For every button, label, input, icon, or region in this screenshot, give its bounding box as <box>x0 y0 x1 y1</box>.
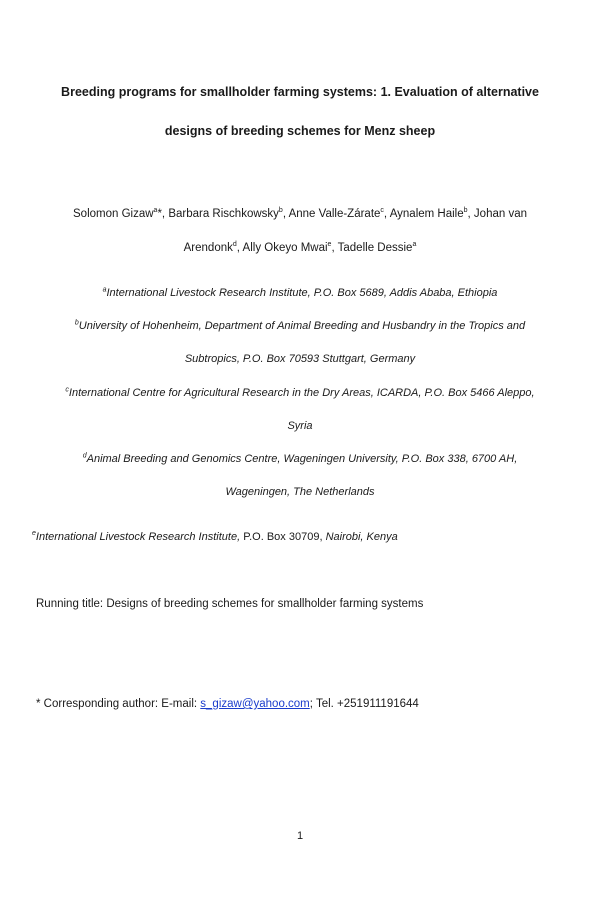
author-list-line-2: Arendonk$^d$, Ally Okeyo Mwai$^e$, Tadelle Dessie$^a$ <box>183 241 417 254</box>
author-affil-sup: b <box>278 207 283 215</box>
affiliation-b-line-2: Subtropics, P.O. Box 70593 Stuttgart, Germany <box>184 353 416 365</box>
affiliation-c-line-2: Syria <box>287 420 313 432</box>
author-name: Arendonk <box>183 242 233 254</box>
email-link[interactable]: s_gizaw@yahoo.com <box>200 698 310 710</box>
affiliation-d-line-1: $^d$Animal Breeding and Genomics Centre, Wageningen University, P.O. Box 338, 6700 AH, <box>82 452 518 465</box>
author-affil-sup: b <box>463 207 468 215</box>
author-affil-sup: c <box>380 207 384 215</box>
author-affil-sup: e <box>327 241 332 249</box>
author-name: Solomon Gizaw <box>73 208 154 220</box>
author-name: Anne Valle-Zárate <box>288 208 381 220</box>
paper-title-line-1: Breeding programs for smallholder farming systems: 1. Evaluation of alternative <box>61 85 539 99</box>
affiliation-d-line-2: Wageningen, The Netherlands <box>225 486 375 498</box>
author-name: Barbara Rischkowsky <box>168 208 279 220</box>
paper-title-line-2: designs of breeding schemes for Menz sheep <box>164 124 436 138</box>
author-affil-sup: a <box>153 207 158 215</box>
running-title: Running title: Designs of breeding schemes for smallholder farming systems <box>36 598 424 610</box>
author-name: Ally Okeyo Mwai <box>242 242 328 254</box>
corresponding-author: * Corresponding author: E-mail: s_gizaw@yahoo.com; Tel. +251911191644 <box>36 698 419 710</box>
affiliation-a: $^a$International Livestock Research Institute, P.O. Box 5689, Addis Ababa, Ethiopia <box>102 286 498 299</box>
affiliation-b-line-1: $^b$University of Hohenheim, Department of Animal Breeding and Husbandry in the Tropics and <box>74 319 526 332</box>
page-number: 1 <box>296 830 304 842</box>
author-affil-sup: d <box>232 241 237 249</box>
affiliation-e: $^e$International Livestock Research Institute, P.O. Box 30709, Nairobi, Kenya <box>32 530 398 543</box>
author-name: Tadelle Dessie <box>337 242 413 254</box>
author-name: Johan van <box>473 208 527 220</box>
affiliation-c-line-1: $^c$International Centre for Agricultural Research in the Dry Areas, ICARDA, P.O. Box 5466 Aleppo, <box>65 386 535 399</box>
author-name: Aynalem Haile <box>389 208 464 220</box>
author-list-line-1: Solomon Gizaw$^a$*, Barbara Rischkowsky$^b$, Anne Valle-Zárate$^c$, Aynalem Haile$^b$, Johan van <box>73 207 527 220</box>
author-affil-sup: a <box>412 241 417 249</box>
